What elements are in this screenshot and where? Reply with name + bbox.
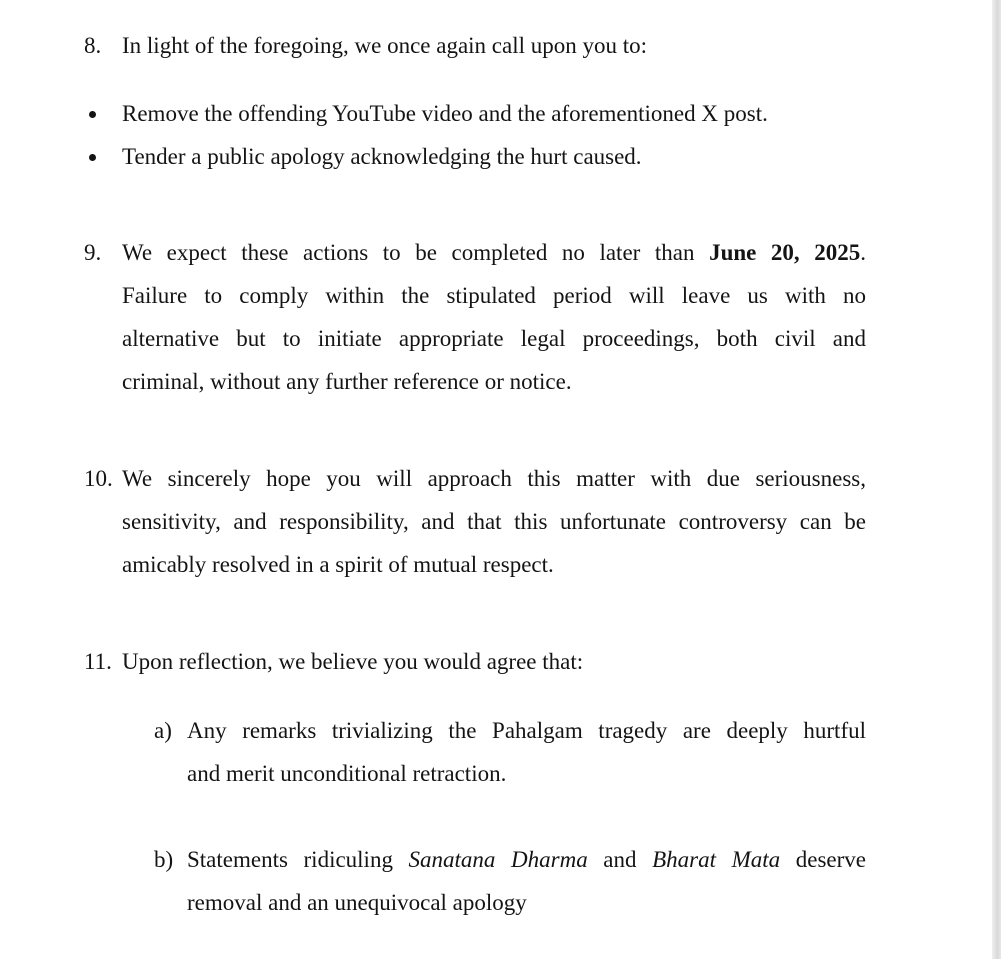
item-11a-line-1: Any remarks trivializing the Pahalgam tragedy are deeply hurtful xyxy=(187,718,866,743)
item-9-line-1-after: . xyxy=(860,240,866,265)
item-11b-line-2: removal and an unequivocal apology xyxy=(187,890,527,915)
item-9-line-4: criminal, without any further reference or notice. xyxy=(122,369,572,394)
item-8-number: 8. xyxy=(84,33,102,58)
bullet-icon xyxy=(89,111,96,118)
item-9-line-3: alternative but to initiate appropriate legal proceedings, both civil and xyxy=(122,326,866,351)
item-10-line-2: sensitivity, and responsibility, and that this unfortunate controversy can be xyxy=(122,509,866,534)
item-8-text: In light of the foregoing, we once again call upon you to: xyxy=(122,33,648,58)
item-11b-label: b) xyxy=(154,847,174,872)
item-9-line-2: Failure to comply within the stipulated period will leave us with no xyxy=(122,283,866,308)
item-9-number: 9. xyxy=(84,240,102,265)
page-edge-shadow xyxy=(992,0,1001,959)
item-11b-italic-sanatana-dharma: Sanatana Dharma xyxy=(408,847,588,872)
item-11-text: Upon reflection, we believe you would agree that: xyxy=(122,649,584,674)
item-8-bullet-1: Remove the offending YouTube video and the aforementioned X post. xyxy=(122,101,768,126)
item-11a-line-2: and merit unconditional retraction. xyxy=(187,761,507,786)
item-11b-italic-bharat-mata: Bharat Mata xyxy=(652,847,781,872)
item-9-deadline-date: June 20, 2025 xyxy=(709,240,861,265)
item-10-line-1: We sincerely hope you will approach this matter with due seriousness, xyxy=(122,466,866,491)
item-11b-line-1 xyxy=(187,846,866,874)
item-10-number: 10. xyxy=(84,466,113,491)
item-11b-line-1-part-2: and xyxy=(603,847,637,872)
item-8-bullet-2: Tender a public apology acknowledging the hurt caused. xyxy=(122,144,642,169)
item-11a-label: a) xyxy=(154,718,172,743)
item-11b-line-1-part-1: Statements ridiculing xyxy=(187,847,393,872)
item-9-line-1-before: We expect these actions to be completed no later than xyxy=(122,240,695,265)
item-9-line-1 xyxy=(122,239,866,267)
item-11-number: 11. xyxy=(84,649,112,674)
item-10-line-3: amicably resolved in a spirit of mutual respect. xyxy=(122,552,554,577)
bullet-icon xyxy=(89,154,96,161)
item-11b-line-1-part-3: deserve xyxy=(795,847,866,872)
